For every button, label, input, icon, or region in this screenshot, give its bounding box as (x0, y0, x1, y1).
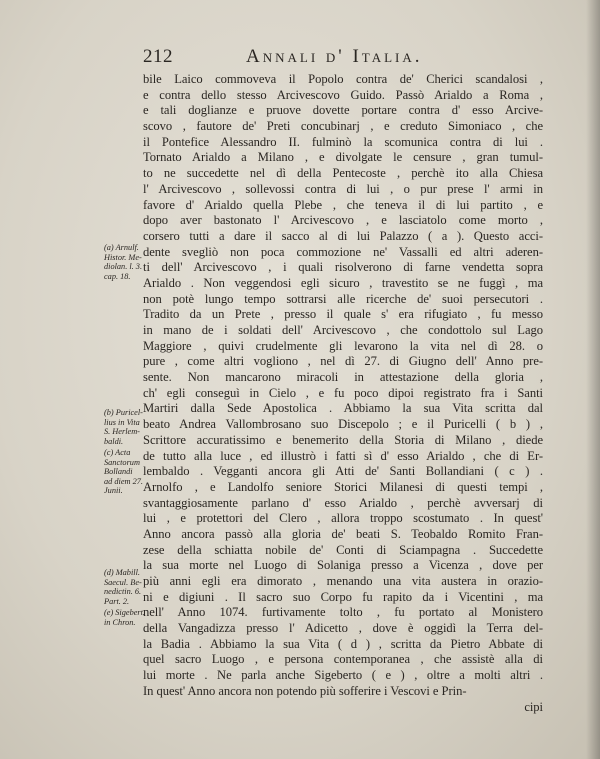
note-line: Part. 2. (104, 596, 130, 606)
page-edge-shadow (586, 0, 600, 759)
text-line: la sua morte nel Luogo di Solaniga presso a Vicenza , dove per (143, 558, 543, 573)
text-line: Martiri dalla Sede Apostolica . Abbiamo la sua Vita scritta dal (143, 401, 543, 416)
text-line: sente. Non mancarono miracoli in attestazione della gloria , (143, 370, 543, 385)
text-line: nell' Anno 1074. furtivamente tolto , fu portato al Monistero (143, 605, 543, 620)
note-line: lius in Vita (104, 417, 140, 427)
text-line: In quest' Anno ancora non potendo più sofferire i Vescovi e Prin- (143, 683, 467, 698)
note-line: in Chron. (104, 617, 136, 627)
text-line: de tutto alla luce , ed illustrò i fatti sì d' esso Arialdo , che di Er- (143, 448, 543, 463)
note-line: diolan. l. 3. (104, 262, 143, 272)
text-line: to ne succedette nel dì della Pentecoste , perchè ito alla Chiesa (143, 166, 543, 181)
text-line: Maggiore , quivi crudelmente gli levarono la vita nel dì 28. o (143, 338, 543, 353)
text-line: corsero tutti a dare il sacco al di lui Palazzo ( a ). Questo acci- (143, 228, 543, 243)
text-line: della Vangadizza presso l' Adicetto , dove è oggidì la Terra del- (143, 621, 543, 636)
side-note-b (104, 408, 146, 446)
text-line: lui morte . Ne parla anche Sigeberto ( e ) , oltre a molti altri . (143, 668, 543, 683)
note-line: Junii. (104, 486, 123, 496)
text-line: e tali doglianze e pruove dovette portare contra d' esso Arcive- (143, 103, 543, 118)
side-note-d (104, 568, 146, 606)
text-line: Tornato Arialdo a Milano , e divolgate le censure , gran tumul- (143, 150, 543, 165)
text-line: ch' egli conseguì in Cielo , e fu poco dipoi registrato fra i Santi (143, 385, 543, 400)
side-note-a (104, 243, 146, 281)
text-line: Arnolfo , e Landolfo seniore Storici Milanesi di questi tempi , (143, 479, 543, 494)
text-line: svantaggiosamente parlano d' esso Arialdo , perchè avversarj di (143, 495, 543, 510)
text-line: non potè lungo tempo sottrarsi alle ricerche de' suoi persecutori . (143, 291, 543, 306)
note-line: (e) Sigebert. (104, 608, 146, 617)
note-line: S. Herlem- (104, 427, 140, 437)
text-line: dente svegliò non poca commozione ne' Vassalli ed altri aderen- (143, 244, 543, 259)
note-line: nedictin. 6. (104, 587, 142, 597)
text-line: scovo , fautore de' Preti concubinarj , e creduto Simoniaco , che (143, 119, 543, 134)
text-line: ti dell' Arcivescovo , i quali risolverono di farne vendetta sopra (143, 260, 543, 275)
note-line: Sanctorum (104, 457, 140, 467)
text-line: in mano de i soldati dell' Arcivescovo , che condottolo sul Lago (143, 323, 543, 337)
note-line: Saecul. Be- (104, 577, 142, 587)
note-line: Histor. Me- (104, 252, 142, 262)
text-line: quel sacro Luogo , e persona contemporanea , che assistè alla di (143, 652, 543, 667)
text-line: beato Andrea Vallombrosano suo Discepolo ; e il Puricelli ( b ) , (143, 417, 543, 432)
text-line: pure , come altri vogliono , nel dì 27. di Giugno dell' Anno pre- (143, 354, 543, 369)
text-line: ni e digiuni . Il sacro suo Corpo fu rapito da i Vicentini , ma (143, 589, 543, 604)
note-line: ad diem 27. (104, 476, 143, 486)
note-line: baldi. (104, 436, 124, 446)
running-title: Annali d' Italia. (246, 46, 423, 67)
text-line: dopo aver bastonato l' Arcivescovo , e lasciatolo come morto , (143, 213, 543, 228)
page-header (0, 44, 600, 70)
note-line: (a) Arnulf. (104, 243, 139, 252)
text-line: zese della schiatta nobile de' Conti di Sciampagna . Succedette (143, 542, 543, 557)
text-line: lembaldo . Vegganti ancora gli Atti de' Santi Bollandiani ( c ) . (143, 464, 543, 479)
note-line: cap. 18. (104, 271, 131, 281)
text-line: l' Arcivescovo , sollevossi contra di lui , o pur prese l' armi in (143, 181, 543, 196)
text-line: bile Laico commoveva il Popolo contra de' Cherici scandalosi , (143, 72, 543, 86)
text-line: lui , e protettori del Clero , allora troppo scostumato . In quest' (143, 511, 543, 526)
text-line: favore d' Arialdo quella Plebe , che teneva il di lui partito , e (143, 197, 543, 212)
note-line: Bollandi (104, 467, 133, 477)
side-note-e (104, 608, 146, 627)
body-text (143, 72, 543, 715)
note-line: (c) Acta (104, 448, 131, 457)
text-line: Anno ancora passò alla gloria de' beati S. Teobaldo Romito Fran- (143, 526, 543, 541)
text-line: il Pontefice Alessandro II. fulminò la scomunica contra di lui . (143, 134, 543, 149)
page-number: 212 (143, 46, 173, 67)
text-line: cipi (524, 699, 543, 714)
text-line: la Badia . Abbiamo la sua Vita ( d ) , scritta da Pietro Abbate di (143, 636, 543, 651)
note-line: (b) Puricel- (104, 408, 143, 417)
text-line: Arialdo . Non veggendosi egli sicuro , travestito se ne fuggì , ma (143, 275, 543, 290)
note-line: (d) Mabill. (104, 568, 140, 577)
text-line: Tradito da un Prete , presso il quale s' era rifugiato , fu messo (143, 307, 543, 322)
text-line: Scrittore accuratissimo e benemerito della Storia di Milano , diede (143, 432, 543, 447)
text-line: più anni egli era dimorato , menando una vita austera in orazio- (143, 574, 543, 588)
side-note-c (104, 448, 146, 496)
text-line: e contra dello stesso Arcivescovo Guido. Passò Arialdo a Roma , (143, 87, 543, 102)
